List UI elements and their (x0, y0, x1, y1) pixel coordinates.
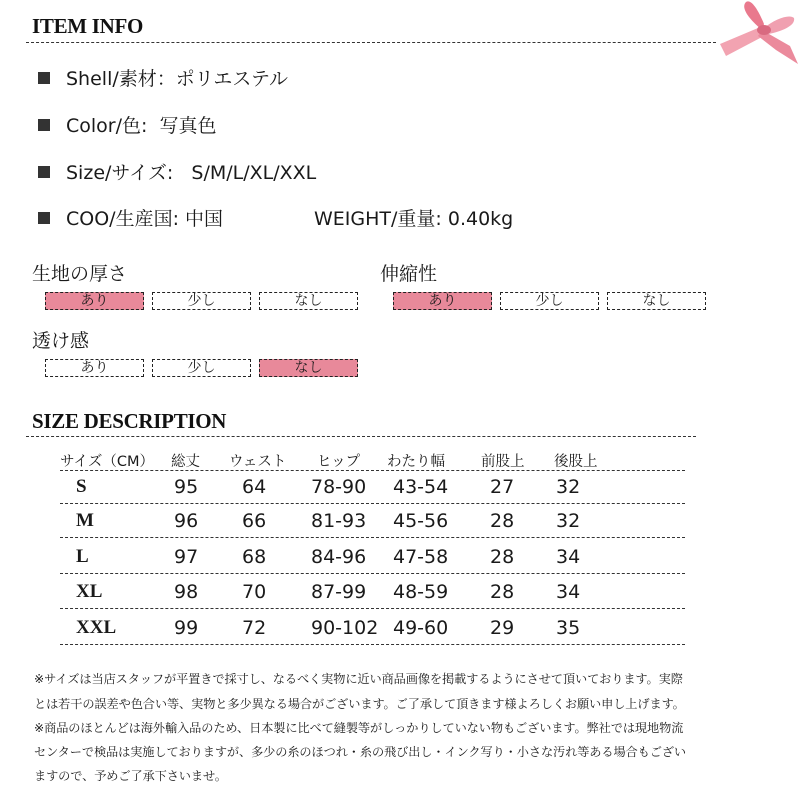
size-label: XXL (76, 617, 117, 638)
size-label: XL (76, 581, 103, 602)
table-cell: 66 (242, 510, 267, 532)
table-cell: 48-59 (393, 581, 449, 603)
note-line: ※サイズは当店スタッフが平置きで採寸し、なるべく実物に近い商品画像を掲載するようにさせて頂いております。実際 (34, 672, 683, 686)
table-cell: 90-102 (311, 617, 379, 639)
info-size-text: Size/サイズ: S/M/L/XL/XXL (66, 162, 317, 184)
col-header: わたり幅 (387, 454, 445, 470)
table-cell: 84-96 (311, 546, 367, 568)
info-coo-text: COO/生産国: 中国 (66, 208, 224, 230)
col-header: ウェスト (229, 454, 287, 470)
row-divider (60, 470, 685, 471)
option-sukoshi: 少し (500, 292, 599, 310)
size-label: L (76, 546, 89, 567)
bullet-square-icon (38, 72, 50, 84)
table-cell: 95 (174, 476, 199, 498)
table-cell: 97 (174, 546, 199, 568)
option-sukoshi: 少し (152, 292, 251, 310)
row-divider (60, 608, 685, 609)
table-cell: 81-93 (311, 510, 367, 532)
option-nashi: なし (259, 292, 358, 310)
attr-title-thickness: 生地の厚さ (32, 263, 128, 285)
table-cell: 28 (490, 546, 515, 568)
attr-options-thickness (45, 292, 358, 310)
table-cell: 68 (242, 546, 267, 568)
table-cell: 45-56 (393, 510, 449, 532)
row-divider (60, 644, 685, 645)
table-cell: 43-54 (393, 476, 449, 498)
bullet-square-icon (38, 119, 50, 131)
table-cell: 70 (242, 581, 267, 603)
col-header: ヒップ (317, 454, 361, 470)
table-cell: 49-60 (393, 617, 449, 639)
table-cell: 34 (556, 581, 581, 603)
table-cell: 98 (174, 581, 199, 603)
table-cell: 32 (556, 510, 581, 532)
table-cell: 28 (490, 581, 515, 603)
row-divider (60, 537, 685, 538)
note-line: ※商品のほとんどは海外輸入品のため、日本製に比べて縫製等がしっかりしていない物もございます。弊社では現地物流 (34, 721, 684, 735)
info-row-size (38, 158, 316, 185)
option-ari: あり (393, 292, 492, 310)
table-cell: 87-99 (311, 581, 367, 603)
size-label: S (76, 476, 87, 497)
size-description-divider (26, 436, 696, 437)
option-ari: あり (45, 359, 144, 377)
info-row-coo (38, 204, 513, 231)
info-row-color (38, 111, 217, 138)
item-info-divider (26, 42, 716, 43)
attr-options-sheerness (45, 359, 358, 377)
note-line: センターで検品は実施しておりますが、多少の糸のほつれ・糸の飛び出し・インク写り・小さな汚れ等ある場合もござい (34, 745, 686, 759)
attr-title-sheerness: 透け感 (32, 330, 90, 352)
col-header: 後股上 (554, 454, 598, 470)
info-shell-text: Shell/素材：ポリエステル (66, 68, 289, 90)
size-description-heading: SIZE DESCRIPTION (32, 409, 227, 433)
col-header: 総丈 (171, 454, 200, 470)
table-cell: 34 (556, 546, 581, 568)
table-cell: 96 (174, 510, 199, 532)
option-ari: あり (45, 292, 144, 310)
table-cell: 72 (242, 617, 267, 639)
table-cell: 27 (490, 476, 515, 498)
table-cell: 29 (490, 617, 515, 639)
row-divider (60, 573, 685, 574)
info-row-shell (38, 64, 288, 91)
ribbon-bow-icon (680, 0, 800, 70)
note-line: ますので、予めご了承下さいませ。 (34, 769, 227, 783)
size-label: M (76, 510, 94, 531)
col-header: サイズ（CM） (60, 454, 154, 470)
attr-options-stretch (393, 292, 706, 310)
col-header: 前股上 (481, 454, 525, 470)
note-line: とは若干の誤差や色合い等、実物と多少異なる場合がございます。ご了承して頂きます様よろしくお願い申し上げます。 (34, 697, 685, 711)
info-weight-text: WEIGHT/重量: 0.40kg (314, 208, 514, 230)
bullet-square-icon (38, 166, 50, 178)
table-cell: 64 (242, 476, 267, 498)
table-cell: 32 (556, 476, 581, 498)
item-info-heading: ITEM INFO (32, 14, 144, 38)
table-cell: 47-58 (393, 546, 449, 568)
table-cell: 78-90 (311, 476, 367, 498)
table-cell: 28 (490, 510, 515, 532)
option-nashi: なし (607, 292, 706, 310)
table-cell: 99 (174, 617, 199, 639)
option-nashi: なし (259, 359, 358, 377)
row-divider (60, 503, 685, 504)
option-sukoshi: 少し (152, 359, 251, 377)
info-color-text: Color/色: 写真色 (66, 115, 217, 137)
table-cell: 35 (556, 617, 581, 639)
attr-title-stretch: 伸縮性 (380, 263, 438, 285)
bullet-square-icon (38, 212, 50, 224)
